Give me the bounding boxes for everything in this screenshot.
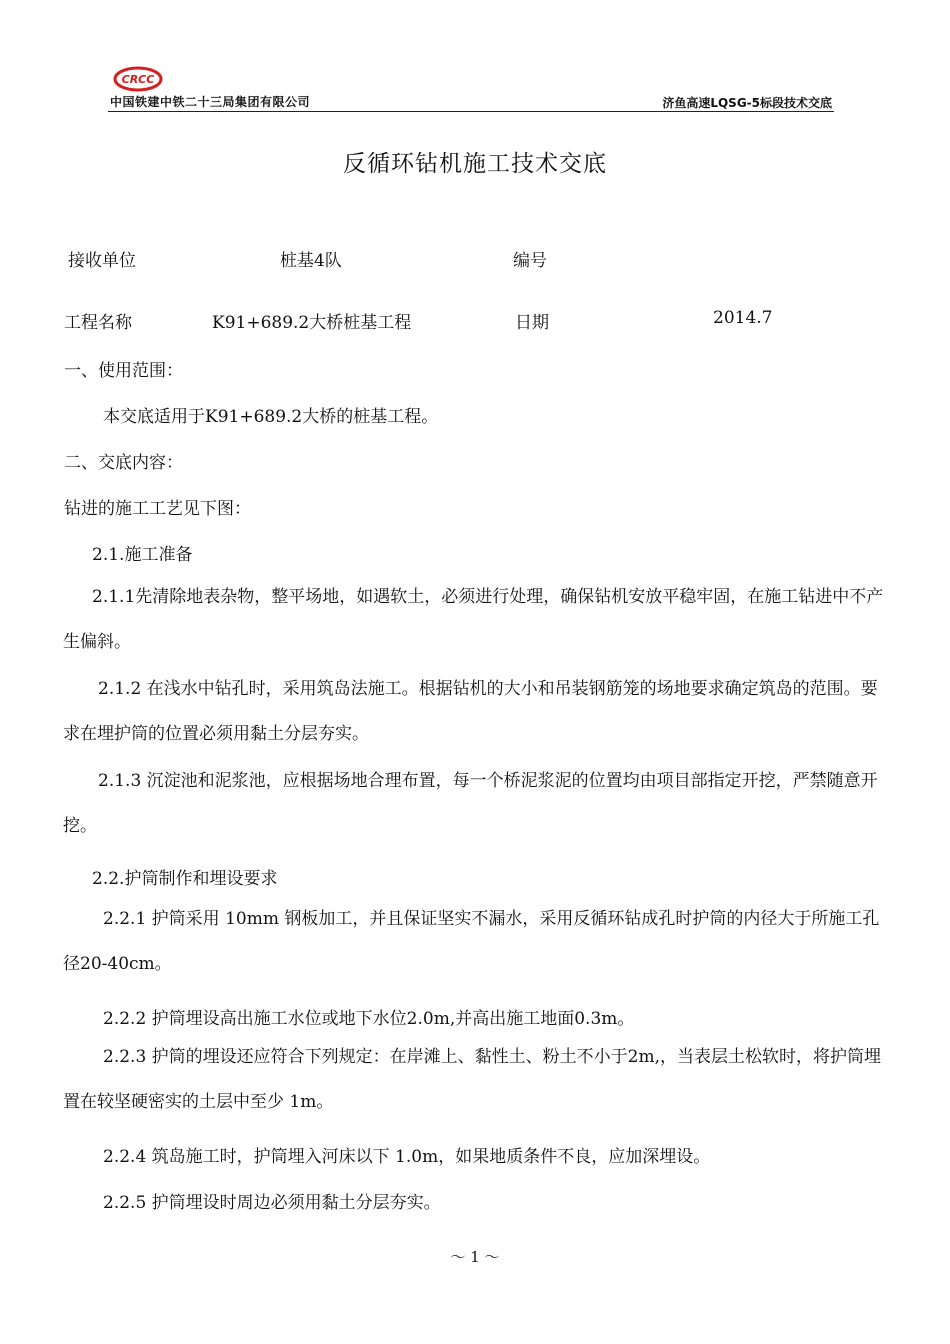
page-number: ～ 1 ～ (450, 1248, 500, 1266)
svg-text:CRCC: CRCC (121, 73, 155, 86)
paragraph-2-2-4: 2.2.4 筑岛施工时，护筒埋入河床以下 1.0m，如果地质条件不良，应加深埋设。 (103, 1147, 711, 1167)
section-2-2-heading: 2.2.护筒制作和埋设要求 (92, 869, 278, 889)
paragraph-2-2-5: 2.2.5 护筒埋设时周边必须用黏土分层夯实。 (103, 1193, 441, 1213)
paragraph-2-1-3: 2.1.3 沉淀池和泥浆池，应根据场地合理布置，每一个桥泥浆泥的位置均由项目部指定开挖，严禁随意开挖。 (63, 771, 878, 836)
paragraph-2-2-2: 2.2.2 护筒埋设高出施工水位或地下水位2.0m,并高出施工地面0.3m。 (103, 1009, 635, 1029)
paragraph-2-1-1: 2.1.1先清除地表杂物，整平场地，如遇软土，必须进行处理，确保钻机安放平稳牢固，在施工钻进中不产生偏斜。 (63, 587, 884, 652)
header-divider (108, 111, 834, 112)
company-logo (113, 66, 163, 92)
document-tag: 济鱼高速LQSG-5标段技术交底 (662, 96, 832, 110)
label-receiving-unit: 接收单位 (68, 251, 136, 271)
label-project-name: 工程名称 (64, 313, 132, 333)
section-2-intro: 钻进的施工工艺见下图： (64, 499, 251, 519)
label-number: 编号 (513, 251, 547, 271)
project-name-value: K91+689.2大桥桩基工程 (212, 313, 412, 333)
paragraph-2-1-2: 2.1.2 在浅水中钻孔时，采用筑岛法施工。根据钻机的大小和吊装钢筋笼的场地要求确定筑岛的范围。要求在埋护筒的位置必须用黏土分层夯实。 (63, 679, 878, 744)
section-1-text: 本交底适用于K91+689.2大桥的桩基工程。 (103, 407, 439, 427)
section-2-heading: 二、交底内容： (64, 453, 183, 473)
document-title: 反循环钻机施工技术交底 (343, 151, 607, 177)
receiving-unit-value: 桩基4队 (280, 251, 342, 271)
section-2-1-heading: 2.1.施工准备 (92, 545, 193, 565)
section-1-heading: 一、使用范围： (64, 361, 183, 381)
company-name: 中国铁建中铁二十三局集团有限公司 (110, 95, 311, 109)
label-date: 日期 (515, 313, 549, 333)
paragraph-2-2-1: 2.2.1 护筒采用 10mm 钢板加工，并且保证坚实不漏水，采用反循环钻成孔时护筒的内径大于所施工孔径20-40cm。 (63, 909, 880, 974)
paragraph-2-2-3: 2.2.3 护筒的埋设还应符合下列规定：在岸滩上、黏性土、粉土不小于2m,，当表层土松软时，将护筒埋置在较坚硬密实的土层中至少 1m。 (63, 1047, 881, 1112)
date-value: 2014.7 (713, 308, 773, 328)
